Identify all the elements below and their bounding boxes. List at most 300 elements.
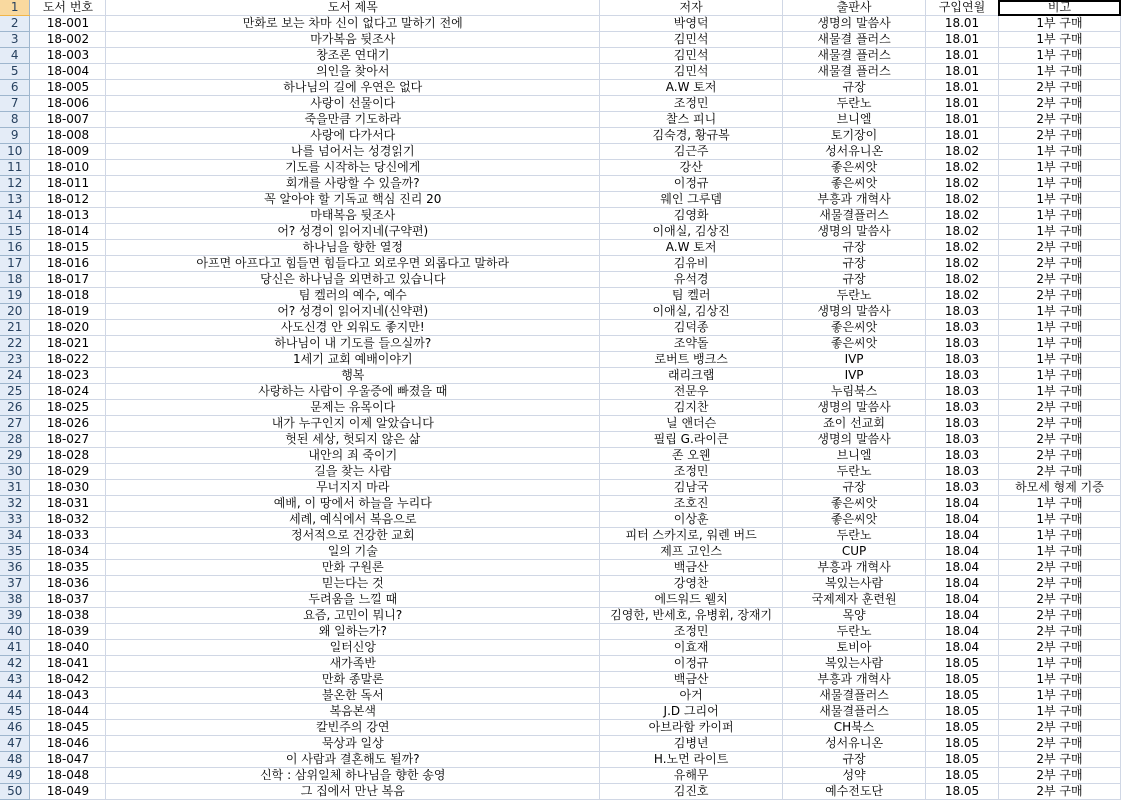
- row-header[interactable]: 46: [0, 720, 30, 736]
- cell-book-number[interactable]: 18-014: [30, 224, 106, 240]
- cell-book-title[interactable]: 예배, 이 땅에서 하늘을 누리다: [106, 496, 600, 512]
- cell-book-number[interactable]: 18-021: [30, 336, 106, 352]
- cell-book-title[interactable]: 두려움을 느낄 때: [106, 592, 600, 608]
- cell-note[interactable]: 1부 구매: [998, 704, 1120, 720]
- cell-book-number[interactable]: 18-039: [30, 624, 106, 640]
- cell-publisher[interactable]: 규장: [783, 80, 926, 96]
- cell-publisher[interactable]: 새물결플러스: [783, 688, 926, 704]
- row-header[interactable]: 50: [0, 784, 30, 800]
- cell-book-number[interactable]: 18-011: [30, 176, 106, 192]
- cell-book-number[interactable]: 18-007: [30, 112, 106, 128]
- cell-note[interactable]: 1부 구매: [998, 208, 1120, 224]
- cell-author[interactable]: 조호진: [600, 496, 783, 512]
- cell-note[interactable]: 1부 구매: [998, 336, 1120, 352]
- cell-note[interactable]: 2부 구매: [998, 128, 1120, 144]
- cell-author[interactable]: J.D 그리어: [600, 704, 783, 720]
- cell-note[interactable]: 2부 구매: [998, 560, 1120, 576]
- cell-note[interactable]: 1부 구매: [998, 496, 1120, 512]
- cell-book-title[interactable]: 신학 : 삼위일체 하나님을 향한 송영: [106, 768, 600, 784]
- cell-publisher[interactable]: 좋은씨앗: [783, 496, 926, 512]
- cell-purchase-month[interactable]: 18.01: [926, 48, 999, 64]
- row-header[interactable]: 32: [0, 496, 30, 512]
- cell-publisher[interactable]: 새물결 플러스: [783, 32, 926, 48]
- row-header[interactable]: 26: [0, 400, 30, 416]
- cell-note[interactable]: 1부 구매: [998, 16, 1120, 32]
- cell-purchase-month[interactable]: 18.03: [926, 304, 999, 320]
- row-header[interactable]: 7: [0, 96, 30, 112]
- cell-note[interactable]: 1부 구매: [998, 304, 1120, 320]
- cell-author[interactable]: 이애실, 김상진: [600, 304, 783, 320]
- cell-book-title[interactable]: 요즘, 고민이 뭐니?: [106, 608, 600, 624]
- cell-note[interactable]: 2부 구매: [998, 640, 1120, 656]
- cell-book-number[interactable]: 18-001: [30, 16, 106, 32]
- cell-book-title[interactable]: 일의 기술: [106, 544, 600, 560]
- cell-purchase-month[interactable]: 18.03: [926, 320, 999, 336]
- cell-author[interactable]: 강영찬: [600, 576, 783, 592]
- cell-author[interactable]: 존 오웬: [600, 448, 783, 464]
- row-header[interactable]: 44: [0, 688, 30, 704]
- cell-author[interactable]: 박영덕: [600, 16, 783, 32]
- cell-author[interactable]: 아거: [600, 688, 783, 704]
- cell-author[interactable]: 팀 켈러: [600, 288, 783, 304]
- cell-author[interactable]: 김민석: [600, 64, 783, 80]
- row-header[interactable]: 8: [0, 112, 30, 128]
- cell-author[interactable]: 이정규: [600, 656, 783, 672]
- cell-publisher[interactable]: 생명의 말씀사: [783, 16, 926, 32]
- cell-book-number[interactable]: 18-004: [30, 64, 106, 80]
- cell-publisher[interactable]: IVP: [783, 352, 926, 368]
- cell-purchase-month[interactable]: 18.02: [926, 272, 999, 288]
- cell-author[interactable]: 이정규: [600, 176, 783, 192]
- cell-purchase-month[interactable]: 18.02: [926, 288, 999, 304]
- cell-note[interactable]: 하모세 형제 기증: [998, 480, 1120, 496]
- cell-book-number[interactable]: 18-013: [30, 208, 106, 224]
- row-header[interactable]: 43: [0, 672, 30, 688]
- cell-publisher[interactable]: 죠이 선교회: [783, 416, 926, 432]
- cell-note[interactable]: 2부 구매: [998, 736, 1120, 752]
- cell-book-title[interactable]: 믿는다는 것: [106, 576, 600, 592]
- cell-book-number[interactable]: 18-037: [30, 592, 106, 608]
- cell-publisher[interactable]: 복있는사람: [783, 576, 926, 592]
- row-header[interactable]: 10: [0, 144, 30, 160]
- cell-note[interactable]: 1부 구매: [998, 176, 1120, 192]
- cell-note[interactable]: 1부 구매: [998, 32, 1120, 48]
- cell-author[interactable]: 이상훈: [600, 512, 783, 528]
- cell-author[interactable]: A.W 토저: [600, 240, 783, 256]
- cell-publisher[interactable]: 두란노: [783, 96, 926, 112]
- row-header[interactable]: 19: [0, 288, 30, 304]
- cell-book-number[interactable]: 18-012: [30, 192, 106, 208]
- cell-note[interactable]: 1부 구매: [998, 656, 1120, 672]
- cell-book-number[interactable]: 18-043: [30, 688, 106, 704]
- cell-purchase-month[interactable]: 18.02: [926, 144, 999, 160]
- cell-author[interactable]: 닐 앤더슨: [600, 416, 783, 432]
- cell-book-title[interactable]: 불온한 독서: [106, 688, 600, 704]
- cell-book-number[interactable]: 18-008: [30, 128, 106, 144]
- cell-book-title[interactable]: 나를 넘어서는 성경읽기: [106, 144, 600, 160]
- cell-publisher[interactable]: 토기장이: [783, 128, 926, 144]
- cell-book-number[interactable]: 18-023: [30, 368, 106, 384]
- cell-book-title[interactable]: 무너지지 마라: [106, 480, 600, 496]
- cell-author[interactable]: 김영한, 반세호, 유병휘, 장재기: [600, 608, 783, 624]
- cell-publisher[interactable]: 성약: [783, 768, 926, 784]
- row-header[interactable]: 36: [0, 560, 30, 576]
- cell-book-number[interactable]: 18-030: [30, 480, 106, 496]
- cell-purchase-month[interactable]: 18.05: [926, 768, 999, 784]
- cell-purchase-month[interactable]: 18.04: [926, 528, 999, 544]
- cell-book-title[interactable]: 창조론 연대기: [106, 48, 600, 64]
- cell-purchase-month[interactable]: 18.02: [926, 240, 999, 256]
- row-header[interactable]: 17: [0, 256, 30, 272]
- cell-note[interactable]: 1부 구매: [998, 688, 1120, 704]
- cell-book-number[interactable]: 18-032: [30, 512, 106, 528]
- cell-note[interactable]: 1부 구매: [998, 352, 1120, 368]
- cell-book-number[interactable]: 18-034: [30, 544, 106, 560]
- cell-note[interactable]: 2부 구매: [998, 592, 1120, 608]
- cell-note[interactable]: 1부 구매: [998, 48, 1120, 64]
- cell-book-title[interactable]: 만화 종말론: [106, 672, 600, 688]
- cell-purchase-month[interactable]: 18.05: [926, 736, 999, 752]
- cell-purchase-month[interactable]: 18.03: [926, 352, 999, 368]
- cell-publisher[interactable]: 좋은씨앗: [783, 336, 926, 352]
- cell-publisher[interactable]: 규장: [783, 256, 926, 272]
- cell-publisher[interactable]: 국제제자 훈련원: [783, 592, 926, 608]
- cell-author[interactable]: 필립 G.라이큰: [600, 432, 783, 448]
- cell-note[interactable]: 1부 구매: [998, 368, 1120, 384]
- cell-book-title[interactable]: 만화 구원론: [106, 560, 600, 576]
- cell-publisher[interactable]: 좋은씨앗: [783, 320, 926, 336]
- row-header[interactable]: 4: [0, 48, 30, 64]
- cell-purchase-month[interactable]: 18.03: [926, 336, 999, 352]
- cell-book-title[interactable]: 문제는 유목이다: [106, 400, 600, 416]
- cell-book-title[interactable]: 의인을 찾아서: [106, 64, 600, 80]
- cell-purchase-month[interactable]: 18.03: [926, 416, 999, 432]
- cell-book-title[interactable]: 내안의 죄 죽이기: [106, 448, 600, 464]
- cell-book-number[interactable]: 18-010: [30, 160, 106, 176]
- cell-book-number[interactable]: 18-003: [30, 48, 106, 64]
- cell-author[interactable]: A.W 토저: [600, 80, 783, 96]
- cell-book-title[interactable]: 어? 성경이 읽어지네(구약편): [106, 224, 600, 240]
- cell-author[interactable]: 찰스 피니: [600, 112, 783, 128]
- header-cell-book-title[interactable]: 도서 제목: [106, 0, 600, 16]
- cell-book-title[interactable]: 내가 누구인지 이제 알았습니다: [106, 416, 600, 432]
- cell-book-title[interactable]: 일터신앙: [106, 640, 600, 656]
- row-header[interactable]: 33: [0, 512, 30, 528]
- cell-book-title[interactable]: 정서적으로 건강한 교회: [106, 528, 600, 544]
- cell-purchase-month[interactable]: 18.01: [926, 80, 999, 96]
- cell-publisher[interactable]: 생명의 말씀사: [783, 224, 926, 240]
- header-cell-note[interactable]: 비고: [998, 0, 1120, 16]
- header-cell-author[interactable]: 저자: [600, 0, 783, 16]
- cell-note[interactable]: 1부 구매: [998, 144, 1120, 160]
- header-cell-book-number[interactable]: 도서 번호: [30, 0, 106, 16]
- cell-book-title[interactable]: 사랑하는 사람이 우울증에 빠졌을 때: [106, 384, 600, 400]
- cell-book-title[interactable]: 1세기 교회 예배이야기: [106, 352, 600, 368]
- cell-publisher[interactable]: 두란노: [783, 528, 926, 544]
- cell-purchase-month[interactable]: 18.04: [926, 608, 999, 624]
- cell-book-title[interactable]: 묵상과 일상: [106, 736, 600, 752]
- cell-author[interactable]: 김민석: [600, 48, 783, 64]
- cell-publisher[interactable]: CUP: [783, 544, 926, 560]
- cell-note[interactable]: 2부 구매: [998, 720, 1120, 736]
- cell-publisher[interactable]: 규장: [783, 240, 926, 256]
- cell-book-title[interactable]: 사도신경 안 외워도 좋지만!: [106, 320, 600, 336]
- cell-book-number[interactable]: 18-042: [30, 672, 106, 688]
- cell-publisher[interactable]: 두란노: [783, 288, 926, 304]
- cell-book-number[interactable]: 18-046: [30, 736, 106, 752]
- cell-publisher[interactable]: 복있는사람: [783, 656, 926, 672]
- cell-author[interactable]: 제프 고인스: [600, 544, 783, 560]
- cell-author[interactable]: 이효재: [600, 640, 783, 656]
- cell-purchase-month[interactable]: 18.05: [926, 672, 999, 688]
- cell-note[interactable]: 2부 구매: [998, 80, 1120, 96]
- cell-note[interactable]: 2부 구매: [998, 752, 1120, 768]
- cell-purchase-month[interactable]: 18.01: [926, 128, 999, 144]
- cell-book-title[interactable]: 그 집에서 만난 복음: [106, 784, 600, 800]
- row-header[interactable]: 3: [0, 32, 30, 48]
- cell-purchase-month[interactable]: 18.05: [926, 656, 999, 672]
- cell-note[interactable]: 2부 구매: [998, 416, 1120, 432]
- row-header[interactable]: 30: [0, 464, 30, 480]
- cell-publisher[interactable]: 목양: [783, 608, 926, 624]
- cell-book-number[interactable]: 18-033: [30, 528, 106, 544]
- cell-book-title[interactable]: 마가복음 뒷조사: [106, 32, 600, 48]
- cell-book-number[interactable]: 18-017: [30, 272, 106, 288]
- cell-publisher[interactable]: 새물결 플러스: [783, 48, 926, 64]
- row-header[interactable]: 6: [0, 80, 30, 96]
- cell-note[interactable]: 2부 구매: [998, 288, 1120, 304]
- cell-publisher[interactable]: 토비아: [783, 640, 926, 656]
- cell-book-number[interactable]: 18-029: [30, 464, 106, 480]
- cell-author[interactable]: 백금산: [600, 672, 783, 688]
- cell-purchase-month[interactable]: 18.02: [926, 192, 999, 208]
- row-header[interactable]: 21: [0, 320, 30, 336]
- cell-publisher[interactable]: 예수전도단: [783, 784, 926, 800]
- cell-book-title[interactable]: 헛된 세상, 헛되지 않은 삶: [106, 432, 600, 448]
- cell-book-number[interactable]: 18-028: [30, 448, 106, 464]
- cell-book-number[interactable]: 18-045: [30, 720, 106, 736]
- header-cell-purchase-month[interactable]: 구입연월: [926, 0, 999, 16]
- row-header[interactable]: 27: [0, 416, 30, 432]
- row-header[interactable]: 31: [0, 480, 30, 496]
- cell-note[interactable]: 2부 구매: [998, 768, 1120, 784]
- cell-note[interactable]: 2부 구매: [998, 624, 1120, 640]
- cell-purchase-month[interactable]: 18.05: [926, 688, 999, 704]
- cell-author[interactable]: 래리크랩: [600, 368, 783, 384]
- cell-note[interactable]: 1부 구매: [998, 528, 1120, 544]
- row-header[interactable]: 14: [0, 208, 30, 224]
- cell-book-number[interactable]: 18-018: [30, 288, 106, 304]
- cell-publisher[interactable]: 좋은씨앗: [783, 512, 926, 528]
- row-header[interactable]: 9: [0, 128, 30, 144]
- cell-author[interactable]: 김지찬: [600, 400, 783, 416]
- row-header[interactable]: 40: [0, 624, 30, 640]
- cell-purchase-month[interactable]: 18.03: [926, 480, 999, 496]
- cell-publisher[interactable]: 생명의 말씀사: [783, 400, 926, 416]
- cell-publisher[interactable]: 새물결 플러스: [783, 64, 926, 80]
- row-header[interactable]: 42: [0, 656, 30, 672]
- cell-author[interactable]: 강산: [600, 160, 783, 176]
- cell-purchase-month[interactable]: 18.02: [926, 160, 999, 176]
- row-header[interactable]: 2: [0, 16, 30, 32]
- cell-book-title[interactable]: 회개를 사랑할 수 있을까?: [106, 176, 600, 192]
- cell-purchase-month[interactable]: 18.02: [926, 256, 999, 272]
- cell-note[interactable]: 1부 구매: [998, 672, 1120, 688]
- cell-book-number[interactable]: 18-038: [30, 608, 106, 624]
- cell-book-number[interactable]: 18-040: [30, 640, 106, 656]
- cell-note[interactable]: 1부 구매: [998, 224, 1120, 240]
- cell-book-title[interactable]: 아프면 아프다고 힘들면 힘들다고 외로우면 외롭다고 말하라: [106, 256, 600, 272]
- cell-publisher[interactable]: 두란노: [783, 624, 926, 640]
- cell-author[interactable]: 조정민: [600, 96, 783, 112]
- cell-author[interactable]: 김근주: [600, 144, 783, 160]
- cell-book-number[interactable]: 18-047: [30, 752, 106, 768]
- cell-author[interactable]: 김숙경, 황규복: [600, 128, 783, 144]
- cell-purchase-month[interactable]: 18.02: [926, 208, 999, 224]
- cell-purchase-month[interactable]: 18.01: [926, 16, 999, 32]
- cell-book-title[interactable]: 마태복음 뒷조사: [106, 208, 600, 224]
- cell-author[interactable]: 아브라함 카이퍼: [600, 720, 783, 736]
- cell-publisher[interactable]: 성서유니온: [783, 736, 926, 752]
- cell-book-number[interactable]: 18-036: [30, 576, 106, 592]
- cell-author[interactable]: 에드워드 웰치: [600, 592, 783, 608]
- cell-author[interactable]: 백금산: [600, 560, 783, 576]
- cell-purchase-month[interactable]: 18.03: [926, 368, 999, 384]
- row-header[interactable]: 47: [0, 736, 30, 752]
- cell-publisher[interactable]: 생명의 말씀사: [783, 432, 926, 448]
- cell-book-number[interactable]: 18-019: [30, 304, 106, 320]
- cell-purchase-month[interactable]: 18.04: [926, 512, 999, 528]
- cell-publisher[interactable]: 규장: [783, 272, 926, 288]
- cell-purchase-month[interactable]: 18.03: [926, 448, 999, 464]
- cell-purchase-month[interactable]: 18.04: [926, 560, 999, 576]
- cell-purchase-month[interactable]: 18.05: [926, 704, 999, 720]
- cell-book-title[interactable]: 죽을만큼 기도하라: [106, 112, 600, 128]
- cell-purchase-month[interactable]: 18.01: [926, 64, 999, 80]
- cell-purchase-month[interactable]: 18.04: [926, 640, 999, 656]
- cell-publisher[interactable]: 부흥과 개혁사: [783, 192, 926, 208]
- cell-publisher[interactable]: IVP: [783, 368, 926, 384]
- cell-purchase-month[interactable]: 18.02: [926, 224, 999, 240]
- cell-author[interactable]: 이애실, 김상진: [600, 224, 783, 240]
- row-header[interactable]: 1: [0, 0, 30, 16]
- cell-purchase-month[interactable]: 18.01: [926, 112, 999, 128]
- cell-note[interactable]: 2부 구매: [998, 464, 1120, 480]
- cell-note[interactable]: 1부 구매: [998, 320, 1120, 336]
- cell-book-title[interactable]: 복음본색: [106, 704, 600, 720]
- row-header[interactable]: 11: [0, 160, 30, 176]
- cell-book-title[interactable]: 하나님이 내 기도를 들으실까?: [106, 336, 600, 352]
- cell-author[interactable]: 웨인 그루뎀: [600, 192, 783, 208]
- cell-purchase-month[interactable]: 18.02: [926, 176, 999, 192]
- header-cell-publisher[interactable]: 출판사: [783, 0, 926, 16]
- row-header[interactable]: 16: [0, 240, 30, 256]
- cell-purchase-month[interactable]: 18.01: [926, 32, 999, 48]
- cell-note[interactable]: 2부 구매: [998, 240, 1120, 256]
- cell-book-title[interactable]: 칼빈주의 강연: [106, 720, 600, 736]
- cell-purchase-month[interactable]: 18.04: [926, 592, 999, 608]
- row-header[interactable]: 45: [0, 704, 30, 720]
- cell-author[interactable]: 유해무: [600, 768, 783, 784]
- row-header[interactable]: 41: [0, 640, 30, 656]
- cell-purchase-month[interactable]: 18.05: [926, 752, 999, 768]
- cell-book-title[interactable]: 하나님을 향한 열정: [106, 240, 600, 256]
- cell-note[interactable]: 1부 구매: [998, 160, 1120, 176]
- cell-book-number[interactable]: 18-048: [30, 768, 106, 784]
- cell-note[interactable]: 2부 구매: [998, 784, 1120, 800]
- cell-book-number[interactable]: 18-016: [30, 256, 106, 272]
- cell-book-title[interactable]: 이 사람과 결혼해도 될까?: [106, 752, 600, 768]
- cell-author[interactable]: 김진호: [600, 784, 783, 800]
- cell-purchase-month[interactable]: 18.04: [926, 496, 999, 512]
- row-header[interactable]: 12: [0, 176, 30, 192]
- cell-book-title[interactable]: 어? 성경이 읽어지네(신약편): [106, 304, 600, 320]
- cell-author[interactable]: 로버트 뱅크스: [600, 352, 783, 368]
- cell-author[interactable]: 조정민: [600, 464, 783, 480]
- cell-author[interactable]: 김병년: [600, 736, 783, 752]
- cell-publisher[interactable]: 부흥과 개혁사: [783, 560, 926, 576]
- cell-author[interactable]: 김영화: [600, 208, 783, 224]
- cell-author[interactable]: 김덕종: [600, 320, 783, 336]
- cell-author[interactable]: 김남국: [600, 480, 783, 496]
- cell-publisher[interactable]: CH북스: [783, 720, 926, 736]
- cell-purchase-month[interactable]: 18.03: [926, 384, 999, 400]
- cell-author[interactable]: 조정민: [600, 624, 783, 640]
- row-header[interactable]: 38: [0, 592, 30, 608]
- cell-note[interactable]: 2부 구매: [998, 448, 1120, 464]
- cell-note[interactable]: 1부 구매: [998, 384, 1120, 400]
- cell-purchase-month[interactable]: 18.03: [926, 432, 999, 448]
- cell-author[interactable]: 조약돌: [600, 336, 783, 352]
- cell-book-title[interactable]: 꼭 알아야 할 기독교 핵심 진리 20: [106, 192, 600, 208]
- cell-author[interactable]: 유석경: [600, 272, 783, 288]
- cell-purchase-month[interactable]: 18.05: [926, 784, 999, 800]
- row-header[interactable]: 20: [0, 304, 30, 320]
- cell-book-number[interactable]: 18-041: [30, 656, 106, 672]
- cell-note[interactable]: 2부 구매: [998, 112, 1120, 128]
- cell-book-number[interactable]: 18-006: [30, 96, 106, 112]
- cell-book-title[interactable]: 길을 찾는 사람: [106, 464, 600, 480]
- cell-book-number[interactable]: 18-027: [30, 432, 106, 448]
- cell-note[interactable]: 2부 구매: [998, 96, 1120, 112]
- row-header[interactable]: 28: [0, 432, 30, 448]
- cell-book-number[interactable]: 18-044: [30, 704, 106, 720]
- cell-book-title[interactable]: 사랑이 선물이다: [106, 96, 600, 112]
- cell-book-number[interactable]: 18-009: [30, 144, 106, 160]
- cell-book-number[interactable]: 18-049: [30, 784, 106, 800]
- cell-note[interactable]: 2부 구매: [998, 256, 1120, 272]
- cell-publisher[interactable]: 브니엘: [783, 448, 926, 464]
- cell-book-title[interactable]: 행복: [106, 368, 600, 384]
- cell-book-number[interactable]: 18-015: [30, 240, 106, 256]
- row-header[interactable]: 18: [0, 272, 30, 288]
- cell-book-number[interactable]: 18-024: [30, 384, 106, 400]
- cell-book-number[interactable]: 18-031: [30, 496, 106, 512]
- cell-publisher[interactable]: 브니엘: [783, 112, 926, 128]
- cell-book-number[interactable]: 18-022: [30, 352, 106, 368]
- cell-note[interactable]: 1부 구매: [998, 192, 1120, 208]
- cell-publisher[interactable]: 생명의 말씀사: [783, 304, 926, 320]
- row-header[interactable]: 49: [0, 768, 30, 784]
- cell-publisher[interactable]: 규장: [783, 752, 926, 768]
- cell-book-title[interactable]: 만화로 보는 차마 신이 없다고 말하기 전에: [106, 16, 600, 32]
- row-header[interactable]: 15: [0, 224, 30, 240]
- cell-author[interactable]: 전문우: [600, 384, 783, 400]
- cell-note[interactable]: 2부 구매: [998, 400, 1120, 416]
- cell-author[interactable]: 피터 스카지로, 워렌 버드: [600, 528, 783, 544]
- cell-note[interactable]: 2부 구매: [998, 576, 1120, 592]
- cell-note[interactable]: 1부 구매: [998, 544, 1120, 560]
